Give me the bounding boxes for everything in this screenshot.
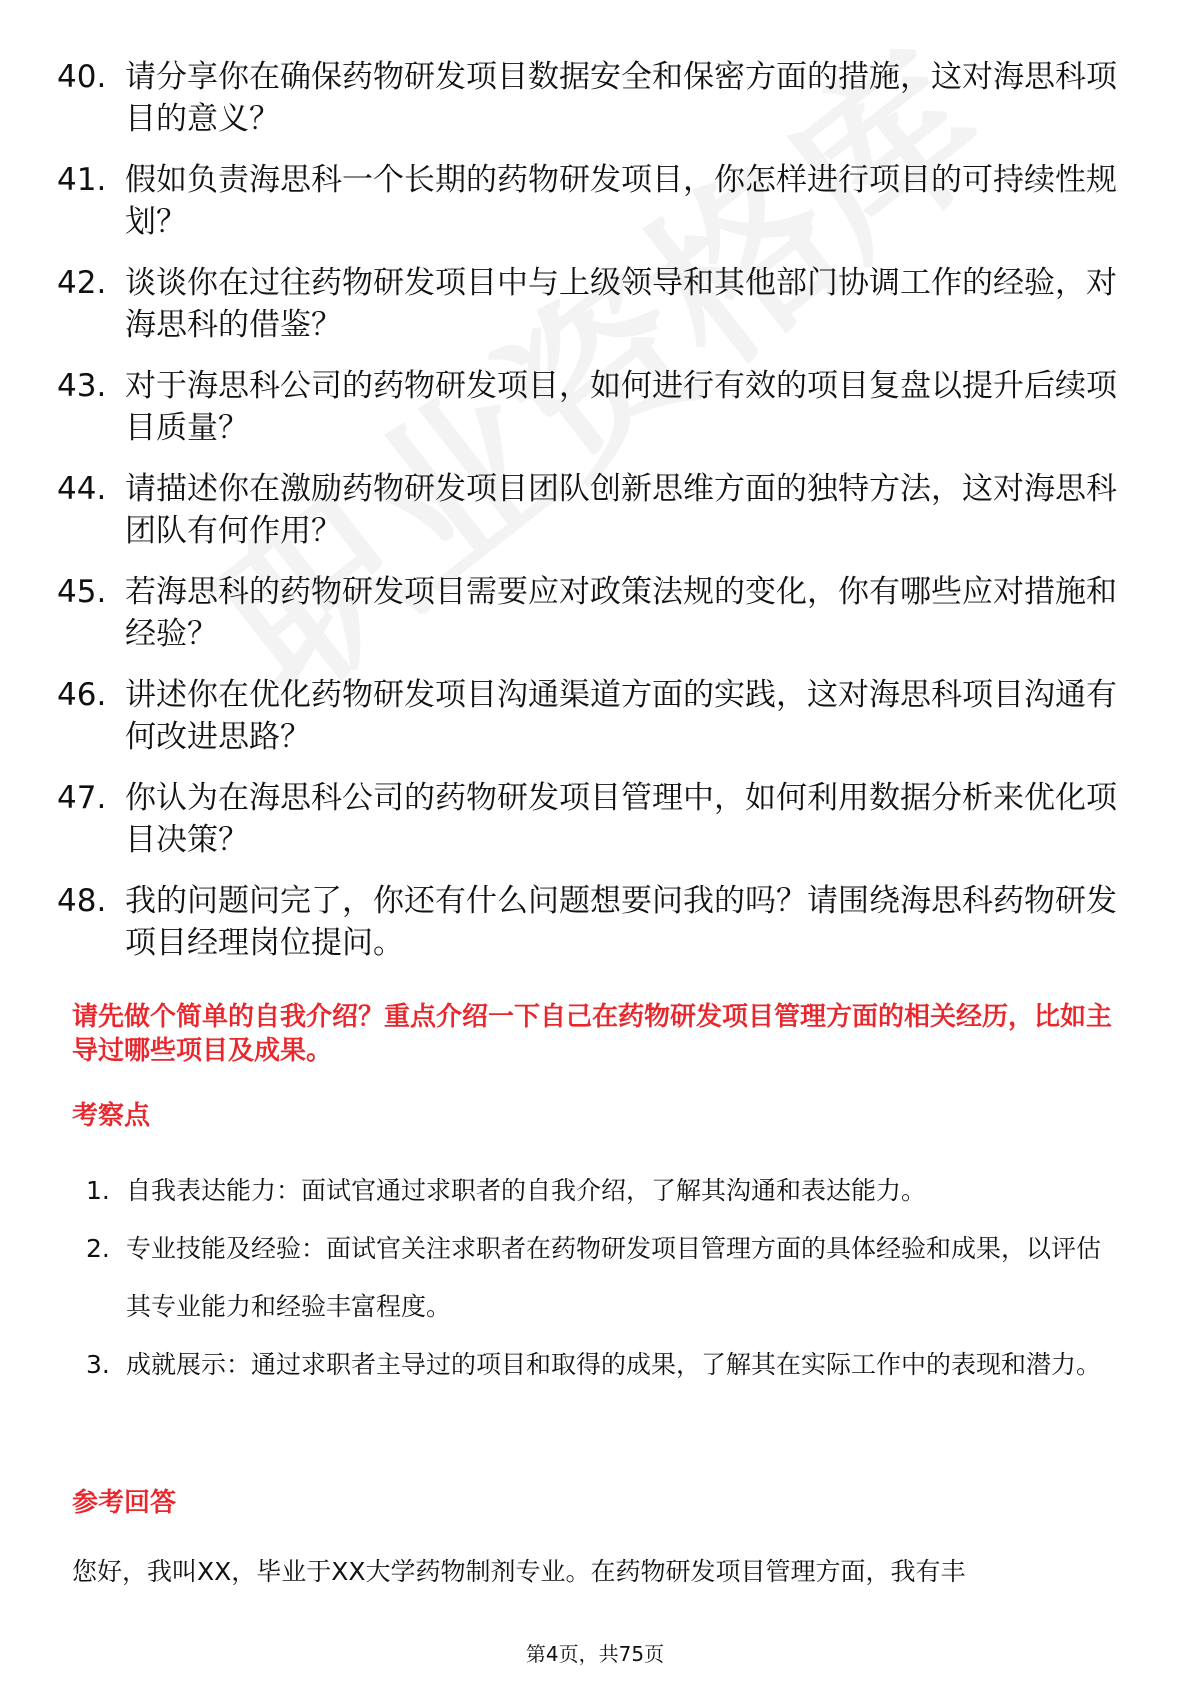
question-number: 48.	[57, 883, 107, 919]
point-text: 自我表达能力：面试官通过求职者的自我介绍，了解其沟通和表达能力。	[126, 1176, 927, 1205]
focus-point	[86, 1336, 1122, 1394]
question-item	[57, 674, 1117, 758]
question-text: 谈谈你在过往药物研发项目中与上级领导和其他部门协调工作的经验，对海思科的借鉴？	[125, 265, 1117, 343]
highlight-question: 请先做个简单的自我介绍？重点介绍一下自己在药物研发项目管理方面的相关经历，比如主导过哪些项目及成果。	[72, 1002, 1113, 1066]
point-number: 3.	[86, 1350, 110, 1379]
focus-point	[86, 1162, 1122, 1220]
question-number: 41.	[57, 162, 107, 198]
question-text: 你认为在海思科公司的药物研发项目管理中，如何利用数据分析来优化项目决策？	[125, 780, 1117, 858]
point-text: 专业技能及经验：面试官关注求职者在药物研发项目管理方面的具体经验和成果，以评估其专业能力和经验丰富程度。	[126, 1234, 1102, 1321]
question-item	[57, 56, 1117, 140]
question-text: 若海思科的药物研发项目需要应对政策法规的变化，你有哪些应对措施和经验？	[125, 574, 1117, 652]
focus-point-list	[86, 1162, 1122, 1394]
question-text: 我的问题问完了，你还有什么问题想要问我的吗？请围绕海思科药物研发项目经理岗位提问。	[125, 883, 1117, 961]
question-text: 请分享你在确保药物研发项目数据安全和保密方面的措施，这对海思科项目的意义？	[125, 59, 1117, 137]
point-number: 1.	[86, 1176, 110, 1205]
question-text: 对于海思科公司的药物研发项目，如何进行有效的项目复盘以提升后续项目质量？	[125, 368, 1117, 446]
question-number: 40.	[57, 59, 107, 95]
section-heading-focus: 考察点	[72, 1101, 151, 1131]
question-item	[57, 365, 1117, 449]
question-item	[57, 880, 1117, 964]
question-number: 43.	[57, 368, 107, 404]
page-footer: 第4页，共75页	[525, 1642, 665, 1666]
question-text: 讲述你在优化药物研发项目沟通渠道方面的实践，这对海思科项目沟通有何改进思路？	[125, 677, 1117, 755]
section-heading-answer: 参考回答	[72, 1488, 177, 1518]
question-number: 44.	[57, 471, 107, 507]
point-text: 成就展示：通过求职者主导过的项目和取得的成果，了解其在实际工作中的表现和潜力。	[126, 1350, 1102, 1379]
question-text: 假如负责海思科一个长期的药物研发项目，你怎样进行项目的可持续性规划？	[125, 162, 1117, 240]
answer-text: 您好，我叫XX，毕业于XX大学药物制剂专业。在药物研发项目管理方面，我有丰	[72, 1557, 966, 1586]
question-text: 请描述你在激励药物研发项目团队创新思维方面的独特方法，这对海思科团队有何作用？	[125, 471, 1117, 549]
question-item	[57, 468, 1117, 552]
question-item	[57, 777, 1117, 861]
question-item	[57, 571, 1117, 655]
question-number: 47.	[57, 780, 107, 816]
question-list	[57, 56, 1117, 983]
question-number: 42.	[57, 265, 107, 301]
question-number: 45.	[57, 574, 107, 610]
question-item	[57, 262, 1117, 346]
point-number: 2.	[86, 1234, 110, 1263]
focus-point	[86, 1220, 1122, 1336]
question-number: 46.	[57, 677, 107, 713]
question-item	[57, 159, 1117, 243]
